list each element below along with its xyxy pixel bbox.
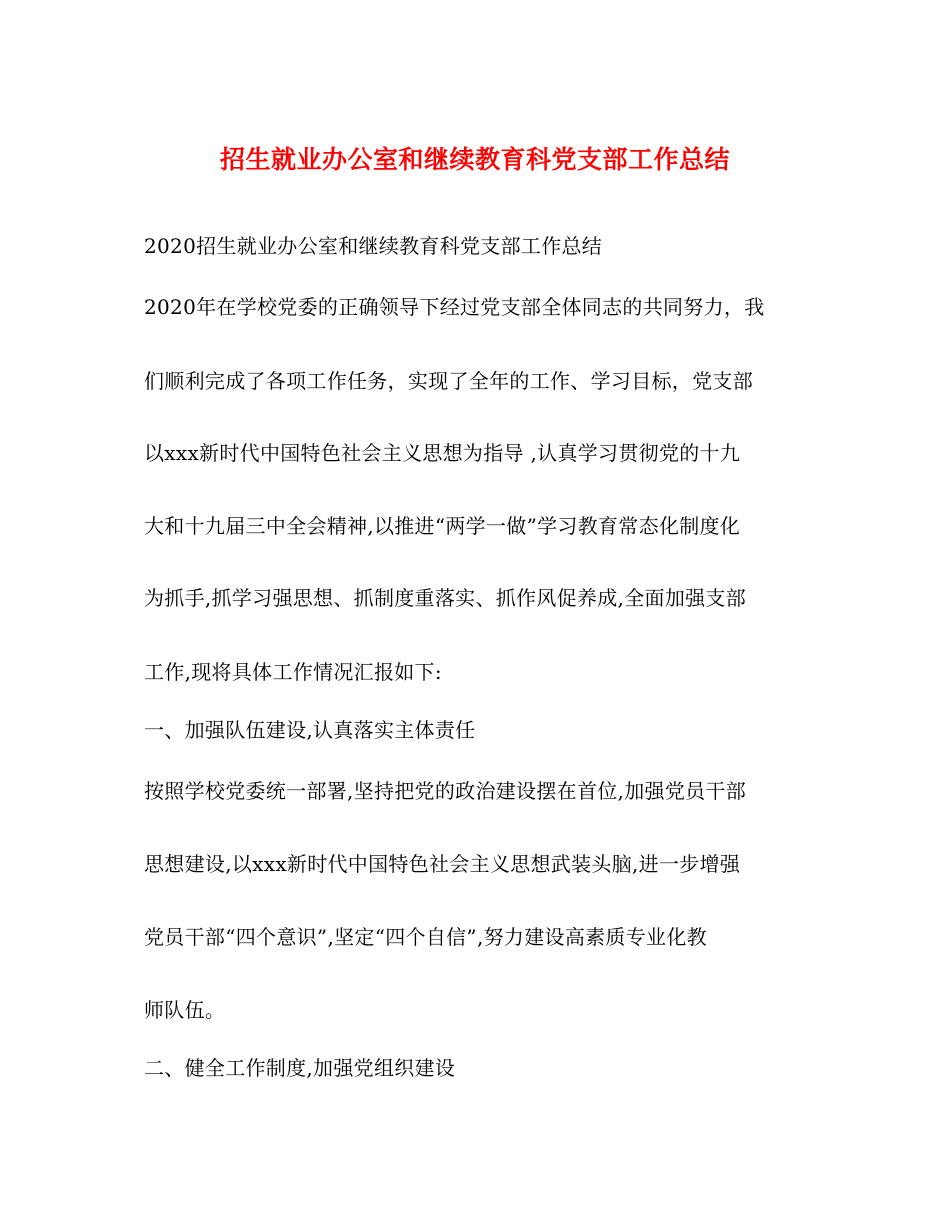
paragraph-line: 工作,现将具体工作情况汇报如下: <box>144 660 442 684</box>
paragraph-line: 按照学校党委统一部署,坚持把党的政治建设摆在首位,加强党员干部 <box>144 779 747 803</box>
section-heading: 二、健全工作制度,加强党组织建设 <box>144 1056 456 1080</box>
paragraph-line: 党员干部“四个意识”,坚定“四个自信”,努力建设高素质专业化教 <box>144 925 707 949</box>
document-title: 招生就业办公室和继续教育科党支部工作总结 <box>219 145 730 174</box>
paragraph-line: 思想建设,以xxx新时代中国特色社会主义思想武装头脑,进一步增强 <box>144 852 741 876</box>
paragraph-line: 师队伍。 <box>144 998 226 1022</box>
paragraph-line: 以xxx新时代中国特色社会主义思想为指导 ,认真学习贯彻党的十九 <box>144 441 741 465</box>
paragraph-line: 2020年在学校党委的正确领导下经过党支部全体同志的共同努力，我 <box>144 295 765 319</box>
section-heading: 一、加强队伍建设,认真落实主体责任 <box>144 718 476 742</box>
paragraph-line: 大和十九届三中全会精神,以推进“两学一做”学习教育常态化制度化 <box>144 514 741 538</box>
paragraph-line: 为抓手,抓学习强思想、抓制度重落实、抓作风促养成,全面加强支部 <box>144 586 747 610</box>
document-subtitle: 2020招生就业办公室和继续教育科党支部工作总结 <box>144 234 603 258</box>
paragraph-line: 们顺利完成了各项工作任务，实现了全年的工作、学习目标，党支部 <box>144 369 753 393</box>
